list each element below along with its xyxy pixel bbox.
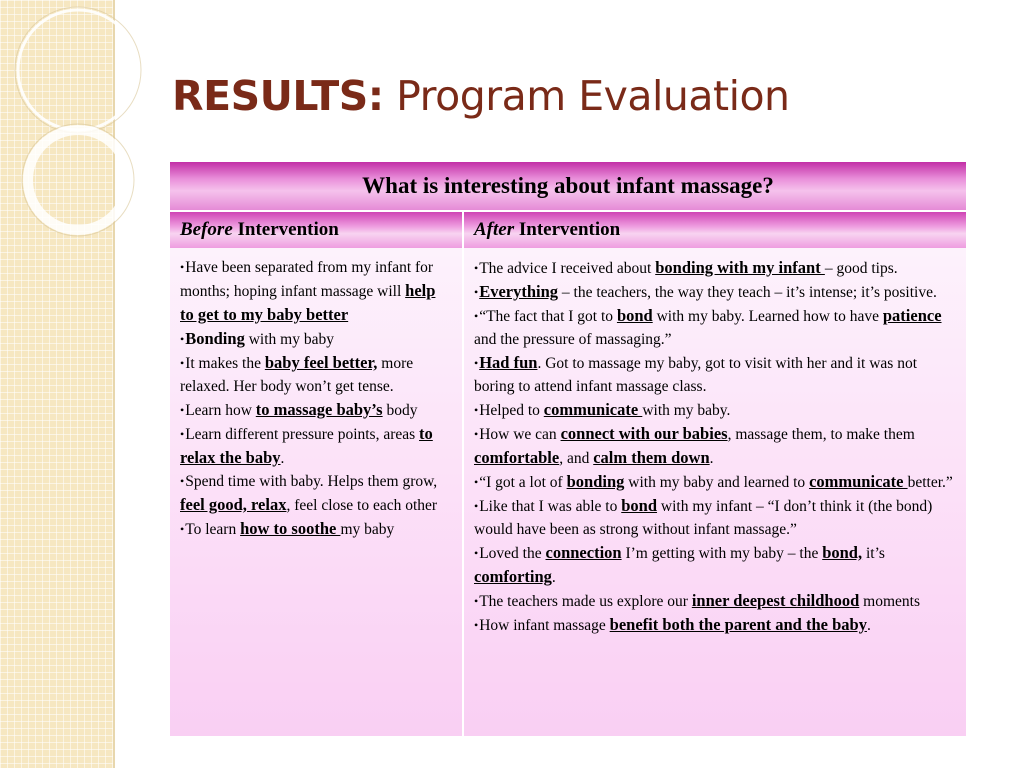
underlined-keyword: bond,: [822, 543, 863, 562]
response-text: , feel close to each other: [286, 497, 438, 514]
underlined-keyword: bonding: [566, 472, 625, 491]
underlined-keyword: benefit both the parent and the baby: [609, 615, 867, 634]
response-text: The advice I received about: [479, 260, 656, 277]
bullet-icon: •: [180, 356, 185, 370]
response-text: moments: [859, 593, 921, 610]
underlined-keyword: Everything: [479, 282, 559, 301]
response-text: Have been separated from my infant for months; hoping infant massage will: [180, 259, 434, 300]
after-response-item: [474, 398, 956, 422]
after-response-item: [474, 351, 956, 398]
after-header-rest: Intervention: [514, 219, 621, 240]
after-response-item: [474, 280, 956, 304]
after-responses-list: [474, 256, 956, 637]
underlined-keyword: calm them down: [593, 448, 710, 467]
response-text: more relaxed. Her body won’t get tense.: [180, 355, 414, 395]
before-header-rest: Intervention: [232, 219, 339, 240]
bullet-icon: •: [180, 332, 185, 346]
response-text: Helped to: [479, 402, 544, 419]
before-intervention-cell: [170, 248, 463, 736]
response-text: “I got a lot of: [479, 474, 567, 491]
underlined-keyword: communicate: [543, 400, 643, 419]
underlined-keyword: help to get to my baby better: [180, 281, 436, 324]
after-response-item: [474, 422, 956, 470]
response-text: , massage them, to make them: [727, 426, 915, 443]
response-text: It makes the: [185, 355, 265, 372]
underlined-keyword: baby feel better,: [264, 353, 378, 372]
before-response-item: [180, 256, 452, 327]
underlined-keyword: comforting: [474, 567, 552, 586]
response-text: .: [551, 569, 556, 586]
response-text: better.”: [907, 474, 953, 491]
response-text: Spend time with baby. Helps them grow,: [185, 473, 438, 490]
bullet-icon: •: [474, 427, 479, 441]
bold-keyword: Bonding: [185, 329, 245, 348]
bullet-icon: •: [474, 499, 479, 513]
underlined-keyword: feel good, relax: [180, 495, 287, 514]
title-bold: RESULTS:: [172, 72, 384, 120]
after-intervention-cell: [463, 248, 966, 736]
after-response-item: [474, 541, 956, 589]
bullet-icon: •: [474, 261, 479, 275]
response-text: with my infant – “I don’t think it (the bond) would have been as strong without infant massage.”: [474, 498, 933, 538]
response-text: .: [709, 450, 714, 467]
before-response-item: [180, 351, 452, 398]
before-response-item: [180, 398, 452, 422]
after-response-item: [474, 470, 956, 494]
bullet-icon: •: [474, 285, 479, 299]
decorative-circles: [0, 0, 160, 300]
after-response-item: [474, 613, 956, 637]
bullet-icon: •: [180, 474, 185, 488]
after-response-item: [474, 494, 956, 541]
after-column-header: [463, 211, 966, 248]
before-responses-list: [180, 256, 452, 541]
underlined-keyword: bond: [621, 496, 658, 515]
after-response-item: [474, 256, 956, 280]
bullet-icon: •: [474, 594, 479, 608]
response-text: Learn different pressure points, areas: [185, 426, 420, 443]
before-response-item: [180, 517, 452, 541]
bullet-icon: •: [180, 427, 185, 441]
response-text: with my baby. Learned how to have: [652, 308, 883, 325]
underlined-keyword: connect with our babies: [560, 424, 728, 443]
response-text: with my baby and learned to: [624, 474, 810, 491]
underlined-keyword: to massage baby’s: [255, 400, 383, 419]
underlined-keyword: patience: [882, 306, 942, 325]
response-text: Learn how: [185, 402, 256, 419]
underlined-keyword: connection: [545, 543, 622, 562]
response-text: “The fact that I got to: [479, 308, 617, 325]
after-response-item: [474, 589, 956, 613]
bullet-icon: •: [474, 546, 479, 560]
response-text: it’s: [862, 545, 885, 562]
underlined-keyword: how to soothe: [240, 519, 341, 538]
underlined-keyword: inner deepest childhood: [691, 591, 860, 610]
after-response-item: [474, 304, 956, 351]
before-response-item: [180, 470, 452, 517]
response-text: .: [280, 450, 285, 467]
bullet-icon: •: [474, 309, 479, 323]
before-response-item: [180, 422, 452, 470]
response-text: To learn: [185, 521, 241, 538]
after-header-em: After: [474, 219, 515, 240]
bullet-icon: •: [474, 356, 479, 370]
before-response-item: [180, 327, 452, 351]
bullet-icon: •: [180, 522, 185, 536]
bullet-icon: •: [474, 475, 479, 489]
response-text: I’m getting with my baby – the: [621, 545, 823, 562]
bullet-icon: •: [474, 618, 479, 632]
table-question-header: What is interesting about infant massage?: [170, 162, 966, 211]
response-text: with my baby: [244, 331, 334, 348]
response-text: The teachers made us explore our: [479, 593, 692, 610]
evaluation-table: [170, 162, 966, 736]
response-text: my baby: [340, 521, 395, 538]
underlined-keyword: bond: [616, 306, 653, 325]
underlined-keyword: communicate: [809, 472, 908, 491]
underlined-keyword: Had fun: [479, 353, 538, 372]
underlined-keyword: to relax the baby: [180, 424, 433, 467]
response-text: – the teachers, the way they teach – it’s intense; it’s positive.: [558, 284, 937, 301]
bullet-icon: •: [180, 403, 185, 417]
bullet-icon: •: [180, 260, 185, 274]
response-text: , and: [559, 450, 594, 467]
response-text: and the pressure of massaging.”: [474, 331, 672, 348]
underlined-keyword: comfortable: [474, 448, 560, 467]
before-header-em: Before: [180, 219, 233, 240]
response-text: .: [866, 617, 871, 634]
response-text: body: [382, 402, 418, 419]
response-text: How infant massage: [479, 617, 610, 634]
response-text: . Got to massage my baby, got to visit with her and it was not boring to attend infant massage class.: [474, 355, 917, 395]
response-text: Loved the: [479, 545, 546, 562]
response-text: Like that I was able to: [479, 498, 622, 515]
underlined-keyword: bonding with my infant: [655, 258, 825, 277]
bullet-icon: •: [474, 403, 479, 417]
slide-title: [172, 70, 790, 122]
response-text: with my baby.: [642, 402, 731, 419]
response-text: – good tips.: [824, 260, 898, 277]
title-rest: Program Evaluation: [383, 72, 790, 120]
response-text: How we can: [479, 426, 561, 443]
before-column-header: [170, 211, 463, 248]
